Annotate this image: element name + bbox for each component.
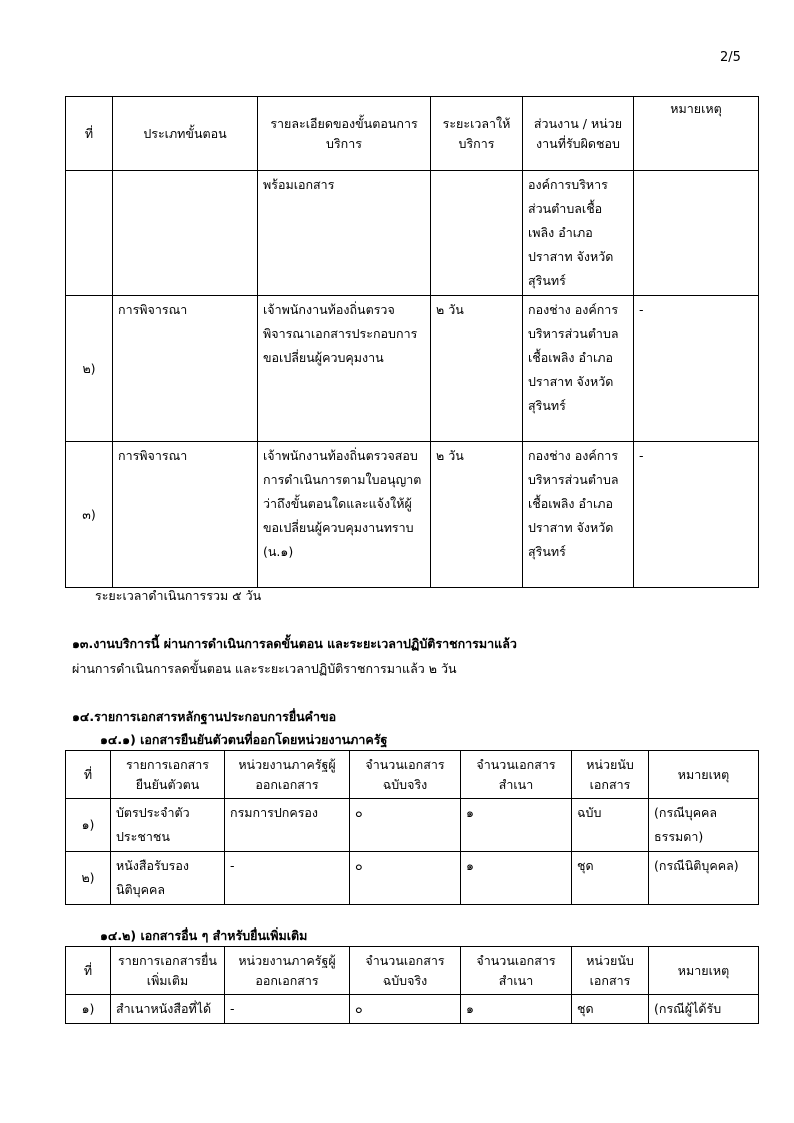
header-doc-name: รายการเอกสารยืนยันตัวตน [111,751,225,799]
doc-no: ๑) [66,995,111,1024]
step-detail: พร้อมเอกสาร [258,171,431,296]
step-type [113,171,258,296]
page-number: 2/5 [720,50,741,65]
step-duration: ๒ วัน [431,296,523,442]
doc-copy: ๑ [461,852,572,905]
section14-sub2: ๑๔.๒) เอกสารอื่น ๆ สำหรับยื่นเพิ่มเติม [100,928,308,943]
header-unit: ส่วนงาน / หน่วยงานที่รับผิดชอบ [523,97,634,171]
doc-agency: - [225,852,350,905]
step-type: การพิจารณา [113,442,258,588]
header-doc-name: รายการเอกสารยื่นเพิ่มเติม [111,947,225,995]
doc-original: ๐ [350,995,461,1024]
doc-unit: ชุด [572,852,649,905]
header-no: ที่ [66,751,111,799]
doc-note: (กรณีผู้ได้รับ [649,995,759,1024]
doc-copy: ๑ [461,799,572,852]
header-count-unit: หน่วยนับเอกสาร [572,947,649,995]
step-note [634,171,759,296]
steps-table [65,96,759,588]
total-time: ระยะเวลาดำเนินการรวม ๕ วัน [95,588,262,603]
table-row [66,799,759,852]
header-note: หมายเหตุ [649,947,759,995]
doc-agency: กรมการปกครอง [225,799,350,852]
step-type: การพิจารณา [113,296,258,442]
header-no: ที่ [66,947,111,995]
table-row [66,995,759,1024]
step-duration [431,171,523,296]
step-detail: เจ้าพนักงานท้องถิ่นตรวจพิจารณาเอกสารประกอบการขอเปลี่ยนผู้ควบคุมงาน [258,296,431,442]
step-no [66,171,113,296]
table-row [66,296,759,442]
step-note: - [634,296,759,442]
step-duration: ๒ วัน [431,442,523,588]
doc-no: ๒) [66,852,111,905]
other-docs-table [65,946,759,1024]
step-unit: กองช่าง องค์การบริหารส่วนตำบลเชื้อเพลิง อำเภอปราสาท จังหวัดสุรินทร์ [523,442,634,588]
header-agency: หน่วยงานภาครัฐผู้ออกเอกสาร [225,947,350,995]
header-copy: จำนวนเอกสารสำเนา [461,751,572,799]
doc-unit: ชุด [572,995,649,1024]
header-agency: หน่วยงานภาครัฐผู้ออกเอกสาร [225,751,350,799]
doc-copy: ๑ [461,995,572,1024]
doc-agency: - [225,995,350,1024]
header-note: หมายเหตุ [649,751,759,799]
table-row [66,852,759,905]
header-copy: จำนวนเอกสารสำเนา [461,947,572,995]
header-original: จำนวนเอกสารฉบับจริง [350,751,461,799]
step-note: - [634,442,759,588]
header-type: ประเภทขั้นตอน [113,97,258,171]
table-row [66,442,759,588]
doc-name: สำเนาหนังสือที่ได้ [111,995,225,1024]
step-no: ๓) [66,442,113,588]
header-detail: รายละเอียดของขั้นตอนการบริการ [258,97,431,171]
doc-original: ๐ [350,799,461,852]
doc-no: ๑) [66,799,111,852]
step-unit: กองช่าง องค์การบริหารส่วนตำบลเชื้อเพลิง อำเภอปราสาท จังหวัดสุรินทร์ [523,296,634,442]
header-original: จำนวนเอกสารฉบับจริง [350,947,461,995]
doc-name: หนังสือรับรองนิติบุคคล [111,852,225,905]
step-unit: องค์การบริหารส่วนตำบลเชื้อเพลิง อำเภอปราสาท จังหวัดสุรินทร์ [523,171,634,296]
section13-text: ผ่านการดำเนินการลดขั้นตอน และระยะเวลาปฏิบัติราชการมาแล้ว ๒ วัน [72,661,457,676]
step-no: ๒) [66,296,113,442]
doc-note: (กรณีนิติบุคคล) [649,852,759,905]
header-note: หมายเหตุ [634,97,759,171]
doc-unit: ฉบับ [572,799,649,852]
header-duration: ระยะเวลาให้บริการ [431,97,523,171]
doc-note: (กรณีบุคคลธรรมดา) [649,799,759,852]
doc-name: บัตรประจำตัวประชาชน [111,799,225,852]
section13-title: ๑๓.งานบริการนี้ ผ่านการดำเนินการลดขั้นตอน และระยะเวลาปฏิบัติราชการมาแล้ว [72,636,517,651]
table-row [66,171,759,296]
section14-sub1: ๑๔.๑) เอกสารยืนยันตัวตนที่ออกโดยหน่วยงานภาครัฐ [100,732,388,747]
header-no: ที่ [66,97,113,171]
id-docs-table [65,750,759,905]
step-detail: เจ้าพนักงานท้องถิ่นตรวจสอบการดำเนินการตามใบอนุญาตว่าถึงขั้นตอนใดและแจ้งให้ผู้ขอเปลี่ยนผู้ควบคุมงานทราบ (น.๑) [258,442,431,588]
section14-title: ๑๔.รายการเอกสารหลักฐานประกอบการยื่นคำขอ [72,709,337,724]
doc-original: ๐ [350,852,461,905]
header-count-unit: หน่วยนับเอกสาร [572,751,649,799]
